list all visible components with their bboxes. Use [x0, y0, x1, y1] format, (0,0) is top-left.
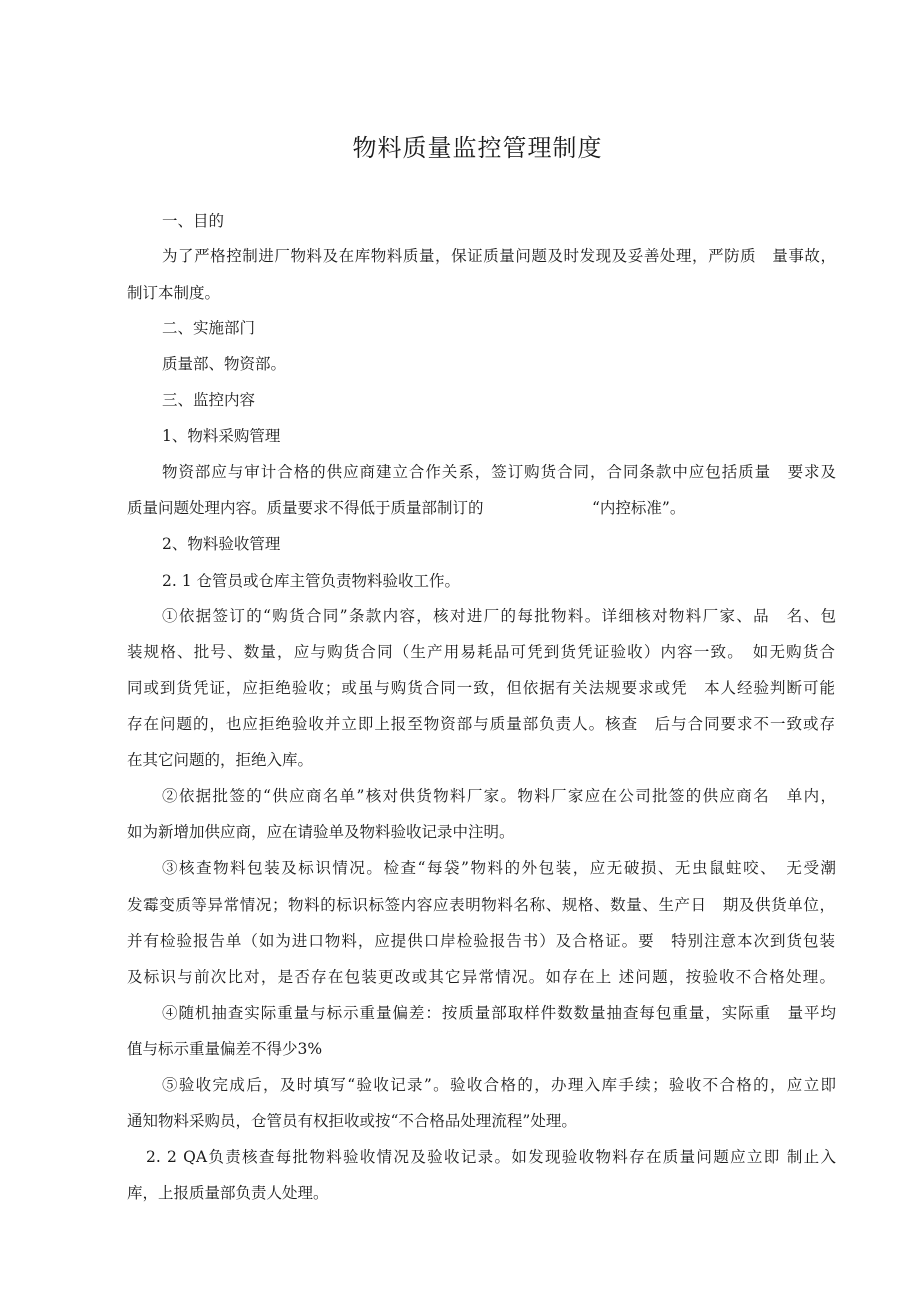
paragraph-line: ②依据批签的“供应商名单”核对供货物料厂家。物料厂家应在公司批签的供应商名 单内， — [162, 787, 836, 805]
paragraph-line: 通知物料采购员，仓管员有权拒收或按“不合格品处理流程”处理。 — [127, 1112, 577, 1130]
subsection-heading-acceptance: 2、物料验收管理 — [162, 535, 281, 553]
paragraph-line: 库，上报质量部负责人处理。 — [127, 1184, 329, 1202]
paragraph-line: ④随机抽查实际重量与标示重量偏差：按质量部取样件数数量抽查每包重量，实际重 量平均 — [162, 1004, 836, 1022]
paragraph-line: 制订本制度。 — [127, 284, 221, 302]
section-heading-purpose: 一、目的 — [162, 212, 225, 230]
section-heading-content: 三、监控内容 — [162, 391, 256, 409]
paragraph-line: 发霉变质等异常情况；物料的标识标签内容应表明物料名称、规格、数量、生产日 期及供货单位， — [127, 896, 835, 914]
paragraph-line: ⑤验收完成后，及时填写“验收记录”。验收合格的，办理入库手续；验收不合格的，应立即 — [162, 1076, 836, 1094]
paragraph-line: 为了严格控制进厂物料及在库物料质量，保证质量问题及时发现及妥善处理，严防质 量事故， — [162, 247, 836, 265]
paragraph-line: 在其它问题的，拒绝入库。 — [127, 751, 314, 769]
document-title: 物料质量监控管理制度 — [352, 134, 603, 162]
paragraph-line: 物资部应与审计合格的供应商建立合作关系，签订购货合同，合同条款中应包括质量 要求及 — [162, 463, 836, 481]
paragraph-line: 及标识与前次比对，是否存在包装更改或其它异常情况。如存在上 述问题，按验收不合格处理。 — [127, 968, 835, 986]
paragraph-line: ③核查物料包装及标识情况。检查“每袋”物料的外包装，应无破损、无虫鼠蛀咬、 无受潮 — [162, 859, 836, 877]
clause-heading-2-2: 2. 2 QA负责核查每批物料验收情况及验收记录。如发现验收物料存在质量问题应立即 制止入 — [146, 1148, 836, 1166]
subsection-heading-purchase: 1、物料采购管理 — [162, 427, 281, 445]
paragraph-line: 质量部、物资部。 — [162, 355, 287, 373]
paragraph-line: 装规格、批号、数量，应与购货合同（生产用易耗品可凭到货凭证验收）内容一致。 如无购货合 — [127, 643, 835, 661]
paragraph-line: 如为新增加供应商，应在请验单及物料验收记录中注明。 — [127, 823, 515, 841]
paragraph-line: 并有检验报告单（如为进口物料，应提供口岸检验报告书）及合格证。要 特别注意本次到货包装 — [127, 932, 835, 950]
paragraph-line: ①依据签订的“购货合同”条款内容，核对进厂的每批物料。详细核对物料厂家、品 名、包 — [162, 607, 836, 625]
clause-heading-2-1: 2. 1 仓管员或仓库主管负责物料验收工作。 — [162, 572, 461, 590]
paragraph-line: 同或到货凭证，应拒绝验收；或虽与购货合同一致，但依据有关法规要求或凭 本人经验判断可能 — [127, 679, 835, 697]
paragraph-line: 值与标示重量偏差不得少3% — [127, 1040, 323, 1058]
section-heading-department: 二、实施部门 — [162, 319, 256, 337]
paragraph-line: 质量问题处理内容。质量要求不得低于质量部制订的 “内控标准”。 — [127, 499, 686, 517]
paragraph-line: 存在问题的，也应拒绝验收并立即上报至物资部与质量部负责人。核查 后与合同要求不一致或存 — [127, 715, 835, 733]
